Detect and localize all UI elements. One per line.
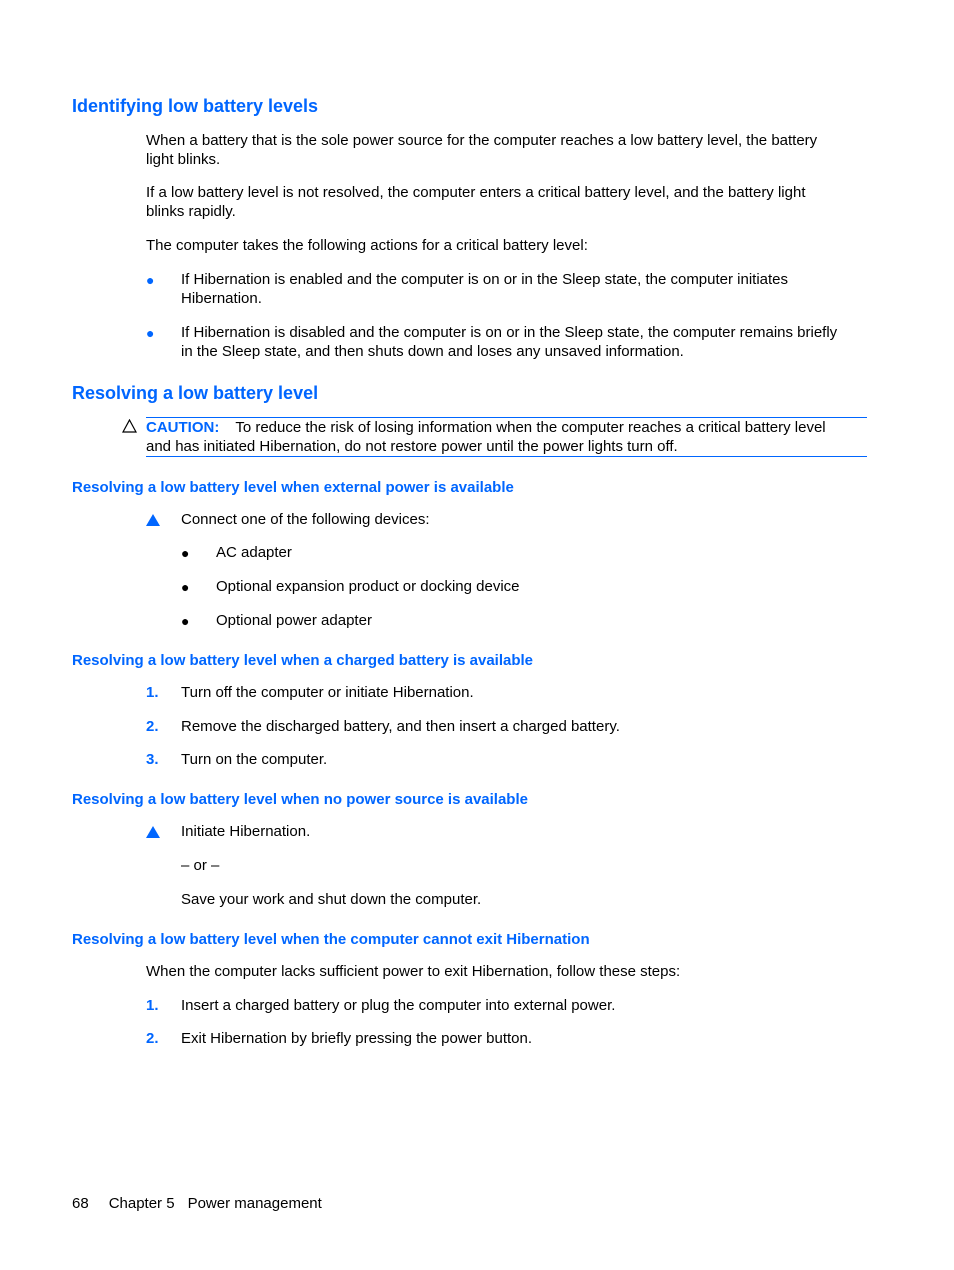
step-connect-devices: Connect one of the following devices: — [181, 511, 430, 528]
paragraph-critical-level — [146, 183, 871, 221]
step-text: Turn on the computer. — [181, 751, 328, 768]
footer-chapter-title: Power management — [187, 1195, 322, 1212]
caution-label: CAUTION: — [146, 419, 220, 436]
paragraph-line: light blinks. — [146, 151, 221, 168]
list-item: AC adapter — [216, 544, 292, 561]
step-number: 2. — [146, 1030, 159, 1047]
paragraph-intro: When the computer lacks sufficient power to exit Hibernation, follow these steps: — [146, 963, 681, 980]
blue-triangle-icon — [145, 825, 161, 839]
page-footer — [72, 1194, 322, 1213]
step-number: 3. — [146, 751, 159, 768]
blue-dot-icon: ● — [146, 325, 155, 341]
list-item — [181, 270, 871, 308]
list-item-line: in the Sleep state, and then shuts down and loses any unsaved information. — [181, 343, 684, 360]
step-number: 1. — [146, 997, 159, 1014]
blue-triangle-icon — [145, 513, 161, 527]
paragraph-line: blinks rapidly. — [146, 203, 236, 220]
subheading-cannot-exit: Resolving a low battery level when the computer cannot exit Hibernation — [72, 931, 590, 948]
step-alternative: Save your work and shut down the computer. — [181, 891, 482, 908]
subheading-external-power: Resolving a low battery level when external power is available — [72, 479, 514, 496]
step-text: Remove the discharged battery, and then insert a charged battery. — [181, 718, 620, 735]
list-item — [181, 323, 871, 361]
caution-triangle-icon — [122, 419, 137, 433]
paragraph-line: If a low battery level is not resolved, the computer enters a critical battery level, and the battery light — [146, 184, 806, 201]
list-item-line: If Hibernation is enabled and the computer is on or in the Sleep state, the computer initiates — [181, 271, 789, 288]
step-number: 1. — [146, 684, 159, 701]
step-text: Turn off the computer or initiate Hibernation. — [181, 684, 474, 701]
subheading-charged-battery: Resolving a low battery level when a charged battery is available — [72, 652, 534, 669]
step-text: Exit Hibernation by briefly pressing the power button. — [181, 1030, 533, 1047]
black-dot-icon: ● — [181, 579, 190, 595]
step-text: Insert a charged battery or plug the computer into external power. — [181, 997, 616, 1014]
caution-line — [146, 418, 871, 437]
footer-chapter: Chapter 5 — [108, 1195, 175, 1212]
paragraph-low-battery — [146, 131, 871, 169]
step-initiate-hibernation: Initiate Hibernation. — [181, 823, 311, 840]
page-number: 68 — [72, 1195, 89, 1212]
list-item-line: If Hibernation is disabled and the computer is on or in the Sleep state, the computer remains briefly — [181, 324, 838, 341]
paragraph-line: When a battery that is the sole power source for the computer reaches a low battery level, the battery — [146, 132, 818, 149]
section-heading-resolving: Resolving a low battery level — [72, 383, 319, 403]
section-heading-identifying: Identifying low battery levels — [72, 96, 319, 116]
caution-line-text: To reduce the risk of losing information when the computer reaches a critical battery level — [235, 419, 826, 436]
list-item: Optional expansion product or docking device — [216, 578, 520, 595]
or-separator: – or – — [181, 857, 220, 874]
list-item-line: Hibernation. — [181, 290, 262, 307]
black-dot-icon: ● — [181, 613, 190, 629]
list-item: Optional power adapter — [216, 612, 372, 629]
subheading-no-power: Resolving a low battery level when no power source is available — [72, 791, 528, 808]
black-dot-icon: ● — [181, 545, 190, 561]
blue-dot-icon: ● — [146, 272, 155, 288]
caution-line: and has initiated Hibernation, do not restore power until the power lights turn off. — [146, 438, 678, 455]
step-number: 2. — [146, 718, 159, 735]
paragraph-actions: The computer takes the following actions for a critical battery level: — [146, 237, 588, 254]
caution-text — [146, 418, 871, 456]
